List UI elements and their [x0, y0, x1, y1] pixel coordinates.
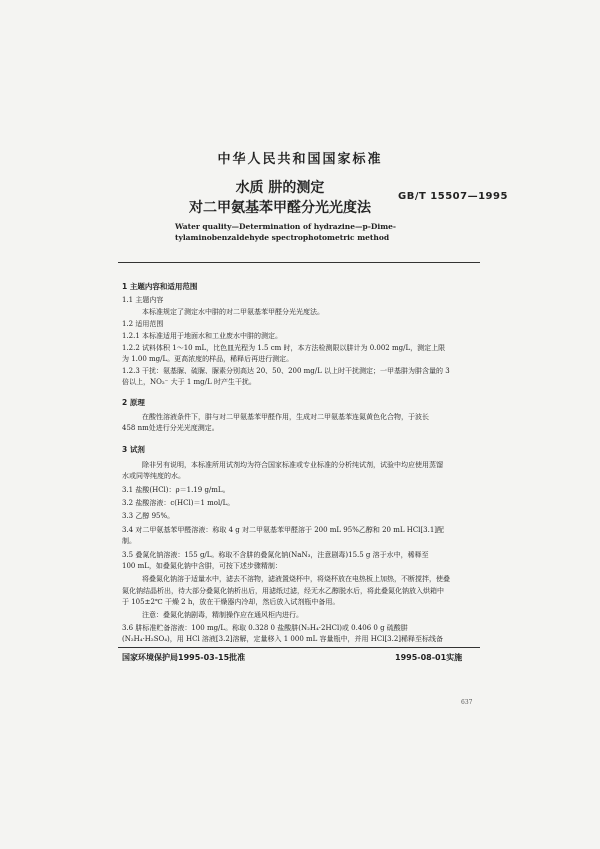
- section-1-2-2-line-a: 1.2.2 试料体积 1～10 mL，比色皿光程为 1.5 cm 时，本方法检测限以肼计为 0.002 mg/L，测定上限: [122, 344, 446, 352]
- section-2-text-line-b: 458 nm处进行分光光度测定。: [122, 424, 219, 432]
- section-3-5-line-c: 将叠氮化钠溶于适量水中，滤去不溶物，滤液置烧杯中，将烧杯放在电热板上加热，不断搅拌，使叠: [142, 575, 450, 583]
- section-3-5-line-a: 3.5 叠氮化钠溶液：155 g/L。称取不含肼的叠氮化钠(NaN₃，注意剧毒)15.5 g 溶于水中，稀释至: [122, 551, 429, 559]
- section-1-heading: 1 主题内容和适用范围: [122, 282, 198, 291]
- section-3-2: 3.2 盐酸溶液：c(HCl)＝1 mol/L。: [122, 499, 235, 507]
- section-1-2-3-line-a: 1.2.3 干扰：氨基脲、硫脲、脲素分别高达 20、50、200 mg/L 以上时干扰测定；一甲基肼为肼含量的 3: [122, 367, 450, 375]
- section-3-6-line-b: (N₂H₄·H₂SO₄)，用 HCl 溶液[3.2]溶解，定量移入 1 000 mL 容量瓶中，并用 HCl[3.2]稀释至标线备: [122, 635, 444, 643]
- title-line-1: 水质 肼的测定: [235, 180, 325, 196]
- section-1-1: 1.1 主题内容: [122, 296, 164, 304]
- standard-number: GB/T 15507—1995: [398, 191, 508, 202]
- section-2-heading: 2 原理: [122, 398, 145, 407]
- english-title-line-1: Water quality—Determination of hydrazine—p-Dime-: [175, 222, 397, 231]
- page-number: 637: [461, 699, 473, 706]
- section-3-intro-line-a: 除非另有说明，本标准所用试剂均为符合国家标准或专业标准的分析纯试剂，试验中均应使用蒸馏: [142, 461, 443, 469]
- implementation-date: 1995-08-01实施: [395, 653, 463, 662]
- national-standard-heading: 中华人民共和国国家标准: [217, 152, 383, 167]
- section-3-5-line-b: 100 mL，如叠氮化钠中含肼，可按下述步骤精制：: [122, 562, 282, 570]
- footer-divider: [118, 647, 480, 648]
- section-3-1: 3.1 盐酸(HCl)：ρ＝1.19 g/mL。: [122, 486, 230, 494]
- section-2-text-line-a: 在酸性溶液条件下，肼与对二甲氨基苯甲醛作用，生成对二甲氨基苯连氮黄色化合物，于波长: [142, 413, 429, 421]
- section-3-6-line-a: 3.6 肼标准贮备溶液：100 mg/L。称取 0.328 0 盐酸肼(N₂H₄·2HCl)或 0.406 0 g 硫酸肼: [122, 624, 408, 632]
- title-line-2: 对二甲氨基苯甲醛分光光度法: [189, 200, 371, 216]
- section-1-2-1: 1.2.1 本标准适用于地面水和工业废水中肼的测定。: [122, 332, 283, 340]
- approval-date: 国家环境保护局1995-03-15批准: [122, 653, 246, 662]
- section-3-5-line-d: 氮化钠结晶析出，待大部分叠氮化钠析出后，用滤纸过滤，经无水乙醇脱水后，将此叠氮化钠放入烘箱中: [122, 587, 444, 595]
- section-1-2-2-line-b: 为 1.00 mg/L。更高浓度的样品，稀释后再进行测定。: [122, 355, 294, 363]
- section-3-3: 3.3 乙醇 95%。: [122, 512, 175, 520]
- section-1-1-text: 本标准规定了测定水中肼的对二甲氨基苯甲醛分光光度法。: [142, 308, 324, 316]
- section-3-5-note: 注意：叠氮化钠剧毒，精制操作应在通风柜内进行。: [142, 611, 303, 619]
- section-3-4-line-b: 制。: [122, 537, 136, 545]
- english-title-line-2: tylaminobenzaldehyde spectrophotometric method: [175, 233, 390, 242]
- section-3-intro-line-b: 水或同等纯度的水。: [122, 472, 185, 480]
- header-divider: [118, 262, 480, 263]
- section-1-2: 1.2 适用范围: [122, 320, 164, 328]
- section-1-2-3-line-b: 倍以上，NO₂⁻ 大于 1 mg/L 时产生干扰。: [122, 378, 256, 386]
- section-3-5-line-e: 于 105±2℃ 干燥 2 h，放在干燥器内冷却，然后放入试剂瓶中备用。: [122, 598, 340, 606]
- section-3-heading: 3 试剂: [122, 445, 145, 454]
- section-3-4-line-a: 3.4 对二甲氨基苯甲醛溶液：称取 4 g 对二甲氨基苯甲醛溶于 200 mL 95%乙醇和 20 mL HCl[3.1]配: [122, 526, 445, 534]
